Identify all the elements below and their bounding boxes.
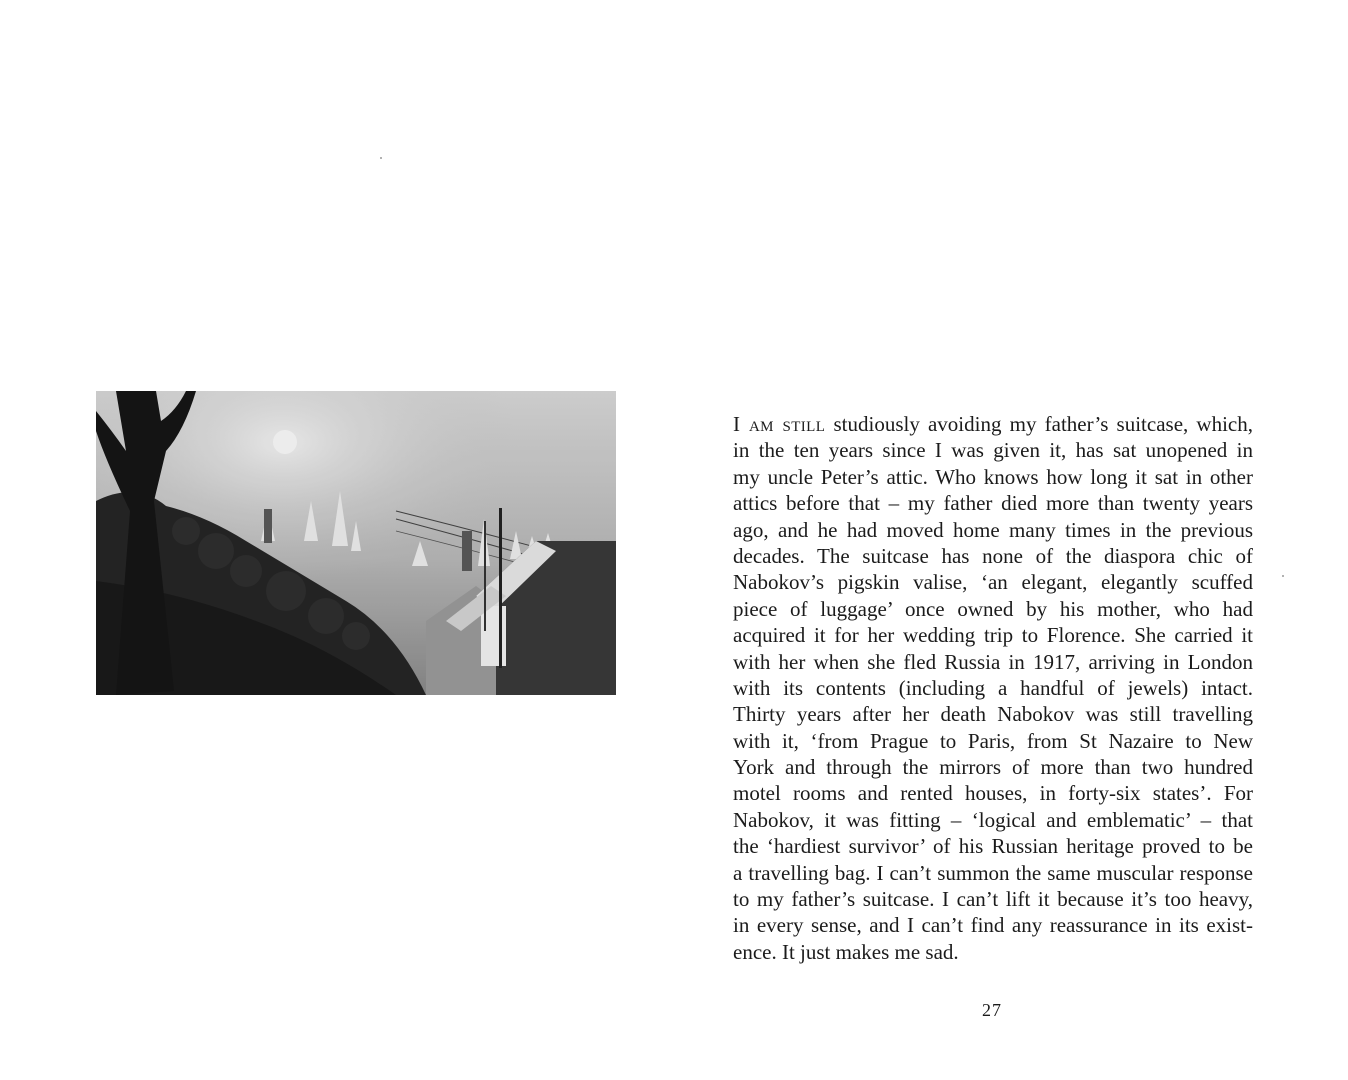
body-paragraph — [733, 411, 1253, 965]
text-line: to my father’s suitcase. I can’t lift it because it’s too heavy, — [733, 887, 1253, 912]
text-line: motel rooms and rented houses, in forty-six states’. For — [733, 781, 1253, 806]
text-line: Nabokov, it was fitting – ‘logical and emblematic’ – that — [733, 807, 1253, 832]
text-line: the ‘hardiest survivor’ of his Russian heritage proved to be — [733, 834, 1253, 859]
opening-line-rest: studiously avoiding my father’s suitcase, which, — [825, 412, 1253, 436]
text-line: York and through the mirrors of more than two hundred — [733, 755, 1253, 780]
scan-speck — [380, 157, 382, 159]
text-line: piece of luggage’ once owned by his mother, who had — [733, 596, 1253, 621]
opening-small-caps: I am still — [733, 412, 826, 436]
text-line: Nabokov’s pigskin valise, ‘an elegant, elegantly scuffed — [733, 570, 1253, 595]
text-line: with it, ‘from Prague to Paris, from St Nazaire to New — [733, 728, 1253, 753]
text-line: with its contents (including a handful of jewels) intact. — [733, 675, 1253, 700]
text-line: Thirty years after her death Nabokov was still travelling — [733, 702, 1253, 727]
text-line: a travelling bag. I can’t summon the same muscular response — [733, 860, 1253, 885]
text-line: in every sense, and I can’t find any reassurance in its exist- — [733, 913, 1253, 938]
text-line: with her when she fled Russia in 1917, arriving in London — [733, 649, 1253, 674]
text-line: ago, and he had moved home many times in the previous — [733, 517, 1253, 542]
text-line: ence. It just makes me sad. — [733, 939, 959, 964]
text-line: in the ten years since I was given it, has sat unopened in — [733, 438, 1253, 463]
landscape-photo-icon — [96, 391, 616, 695]
text-line: attics before that – my father died more than twenty years — [733, 491, 1253, 516]
scan-speck — [1282, 575, 1284, 577]
text-line: decades. The suitcase has none of the diaspora chic of — [733, 543, 1253, 568]
text-line — [733, 411, 1253, 437]
page-number: 27 — [982, 1000, 1002, 1020]
text-line: my uncle Peter’s attic. Who knows how long it sat in other — [733, 464, 1253, 489]
text-line: acquired it for her wedding trip to Florence. She carried it — [733, 623, 1253, 648]
